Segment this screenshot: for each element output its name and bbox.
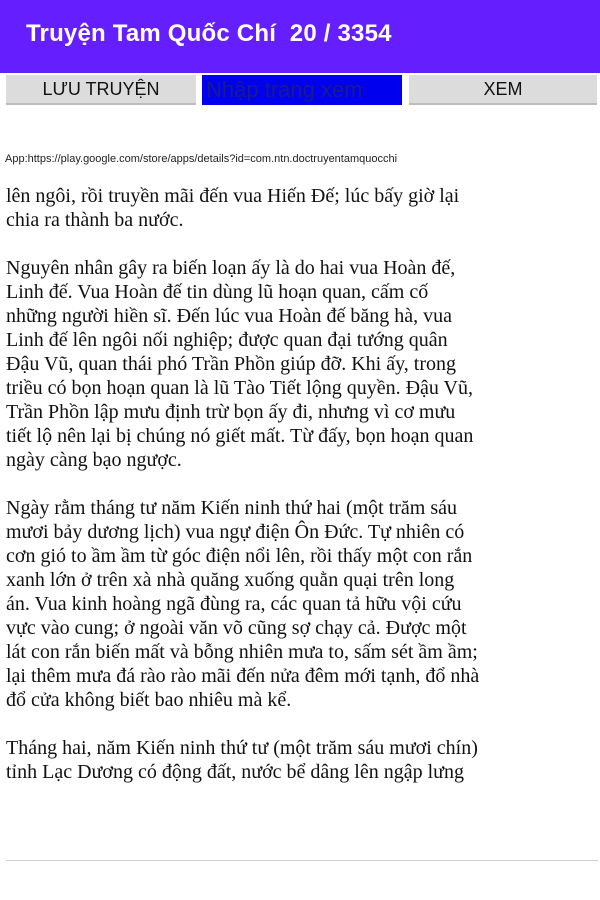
save-story-button[interactable]: LƯU TRUYỆN [6, 75, 196, 105]
story-content [6, 184, 600, 808]
story-paragraph: Tháng hai, năm Kiến ninh thứ tư (một trăm sáu mươi chín) tỉnh Lạc Dương có động đất, nước bể dâng lên ngập lưng [6, 737, 478, 783]
app-link-text: App:https://play.google.com/store/apps/details?id=com.ntn.doctruyentamquocchi [5, 153, 398, 165]
divider [6, 860, 598, 861]
story-paragraph: lên ngôi, rồi truyền mãi đến vua Hiến Đế; lúc bấy giờ lại chia ra thành ba nước. [6, 185, 460, 231]
page-number-input[interactable] [202, 75, 402, 105]
app-title: Truyện Tam Quốc Chí 20 / 3354 [26, 20, 392, 47]
toolbar [0, 73, 600, 107]
story-paragraph: Nguyên nhân gây ra biến loạn ấy là do hai vua Hoàn đế, Linh đế. Vua Hoàn đế tin dùng lũ hoạn quan, cấm cố những người hiền sĩ. Đến lúc vua Hoàn đế băng hà, vua Linh đế lên ngôi nối nghiệp; được quan đại tướng quân Đậu Vũ, quan thái phó Trần Phồn giúp đỡ. Khi ấy, trong triều có bọn hoạn quan là lũ Tào Tiết lộng quyền. Đậu Vũ, Trần Phồn lập mưu định trừ bọn ấy đi, nhưng vì cơ mưu tiết lộ nên lại bị chúng nó giết mất. Từ đấy, bọn hoạn quan ngày càng bạo ngược. [6, 257, 474, 471]
story-paragraph: Ngày rằm tháng tư năm Kiến ninh thứ hai (một trăm sáu mươi bảy dương lịch) vua ngự điện Ôn Đức. Tự nhiên có cơn gió to ầm ầm từ góc điện nổi lên, rồi thấy một con rắn xanh lớn ở trên xà nhà quăng xuống quằn quại trên long án. Vua kinh hoàng ngã đùng ra, các quan tả hữu vội cứu vực vào cung; ở ngoài văn võ cũng sợ chạy cả. Được một lát con rắn biến mất và bỗng nhiên mưa to, sấm sét ầm ầm; lại thêm mưa đá rào rào mãi đến nửa đêm mới tạnh, đổ nhà đổ cửa không biết bao nhiêu mà kể. [6, 497, 480, 711]
app-bar [0, 0, 600, 73]
view-page-button[interactable]: XEM [409, 75, 597, 105]
